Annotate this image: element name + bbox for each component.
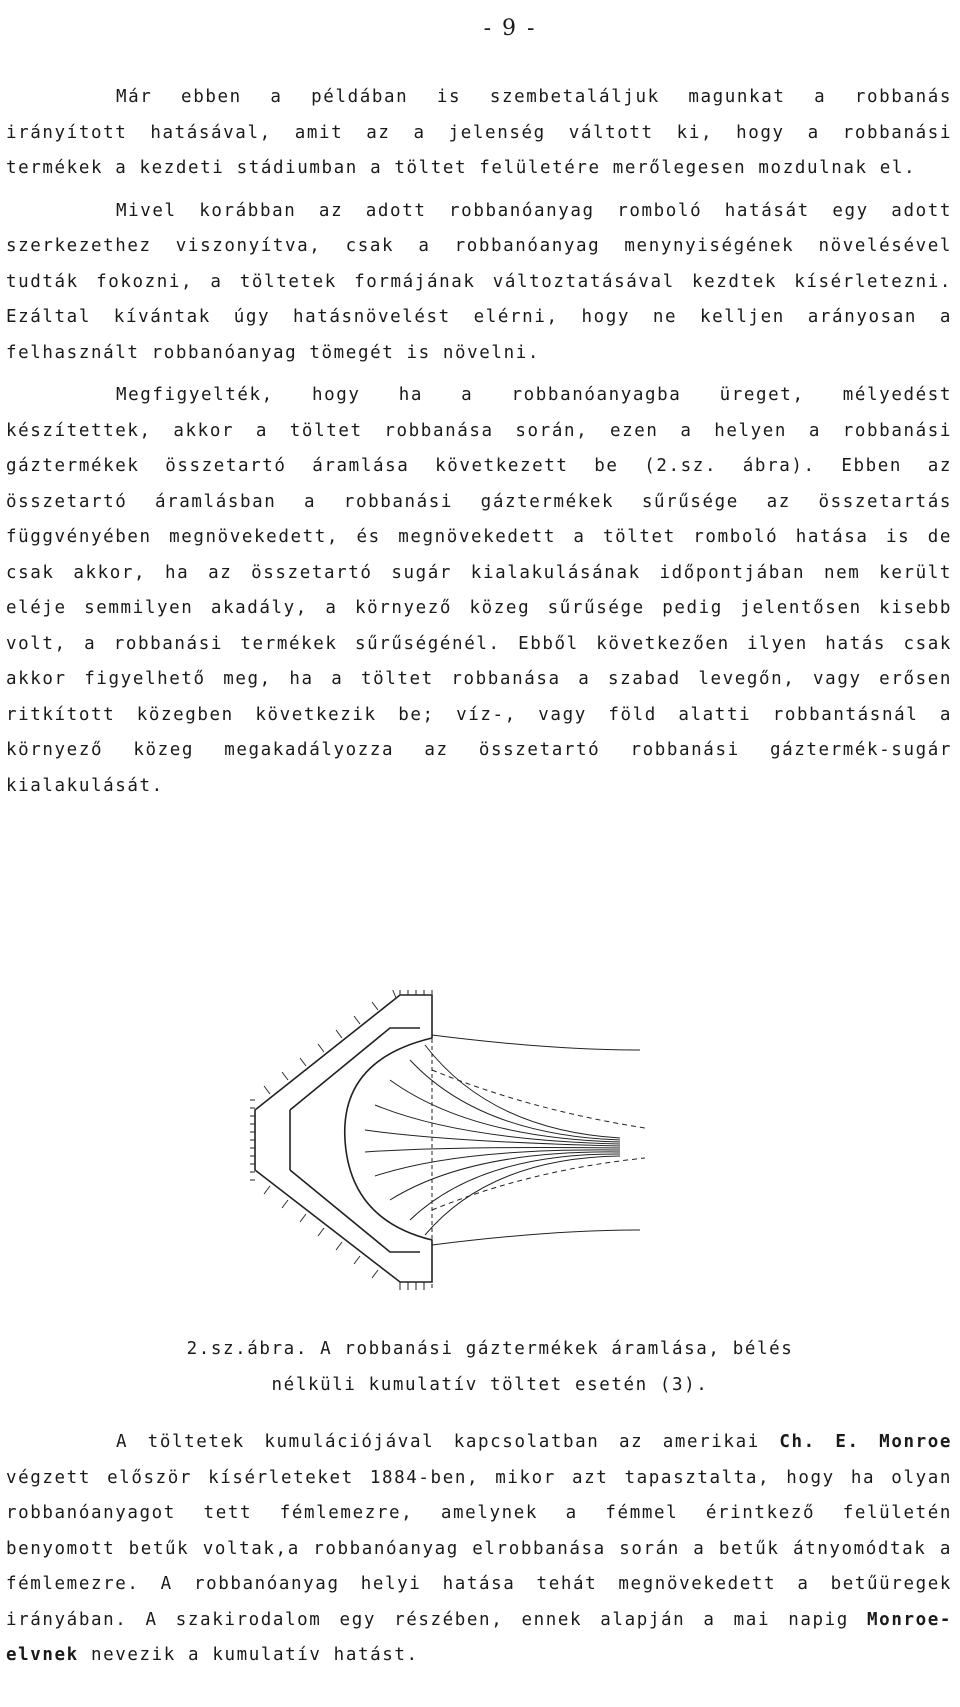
body-text-2 — [6, 1425, 952, 1674]
flow-lines — [365, 1035, 645, 1245]
paragraph-2: Mivel korábban az adott robbanóanyag romboló hatását egy adott szerkezethez viszonyítva, csak a robbanóanyag menynyiségének növelésével tudták fokozni, a töltetek formájának változtatásával kezdtek kísérletezni. Ezáltal kívántak úgy hatásnövelést elérni, hogy ne kelljen arányosan a felhasznált robbanóanyag tömegét is növelni. — [6, 200, 952, 363]
monroe-principle: Monroe-elvnek — [6, 1609, 952, 1665]
paragraph-4-part-2: végzett először kísérleteket 1884-ben, mikor azt tapasztalta, hogy ha olyan robbanóanyagot tett fémlemezre, amelynek a fémmel érintkező felületén benyomott betűk voltak,a robbanóanyag elrobbanása során a betűk átnyomódtak a fémlemezre. A robbanóanyag helyi hatása tehát megnövekedett a betűüregek irányában. A szakirodalom egy részében, ennek alapján a mai napig — [6, 1467, 952, 1630]
figure-caption — [60, 1332, 920, 1403]
monroe-name: Ch. E. Monroe — [779, 1432, 952, 1452]
rim-ticks — [400, 990, 424, 1290]
figure-caption-line-2: nélküli kumulatív töltet esetén (3). — [271, 1374, 709, 1395]
body-text — [6, 80, 952, 804]
paragraph-4 — [6, 1425, 952, 1674]
paragraph-4-part-1: A töltetek kumulációjával kapcsolatban az amerikai — [116, 1432, 780, 1452]
charge-outer-contour — [255, 995, 432, 1282]
slope-hatching — [264, 990, 396, 1278]
charge-inner-contour — [290, 1028, 420, 1252]
paragraph-4-part-3: nevezik a kumulatív hatást. — [78, 1645, 419, 1665]
figure-caption-line-1: 2.sz.ábra. A robbanási gáztermékek áramlása, bélés — [186, 1339, 794, 1359]
shaped-charge-flow-figure — [250, 990, 670, 1290]
paragraph-1: Már ebben a példában is szembetaláljuk magunkat a robbanás irányított hatásával, amit az a jelenség váltott ki, hogy a robbanási termékek a kezdeti stádiumban a töltet felületére merőlegesen mozdulnak el. — [6, 87, 952, 178]
paragraph-3: Megfigyelték, hogy ha a robbanóanyagba üreget, mélyedést készítettek, akkor a töltet robbanása során, ezen a helyen a robbanási gáztermékek összetartó áramlása következett be (2.sz. ábra). Ebben az összetartó áramlásban a robbanási gáztermékek sűrűsége az összetartás függvényében megnövekedett, és megnövekedett a töltet romboló hatása is de csak akkor, ha az összetartó sugár kialakulásának időpontjában nem került eléje semmilyen akadály, a környező közeg sűrűsége pedig jelentősen kisebb volt, a robbanási termékek sűrűségénél. Ebből következően ilyen hatás csak akkor figyelhető meg, ha a töltet robbanása a szabad levegőn, vagy erősen ritkított közegben következik be; víz-, vagy föld alatti robbantásnál a környező közeg megakadályozza az összetartó robbanási gáztermék-sugár kialakulását. — [6, 385, 952, 796]
page-number: - 9 - — [483, 16, 537, 41]
